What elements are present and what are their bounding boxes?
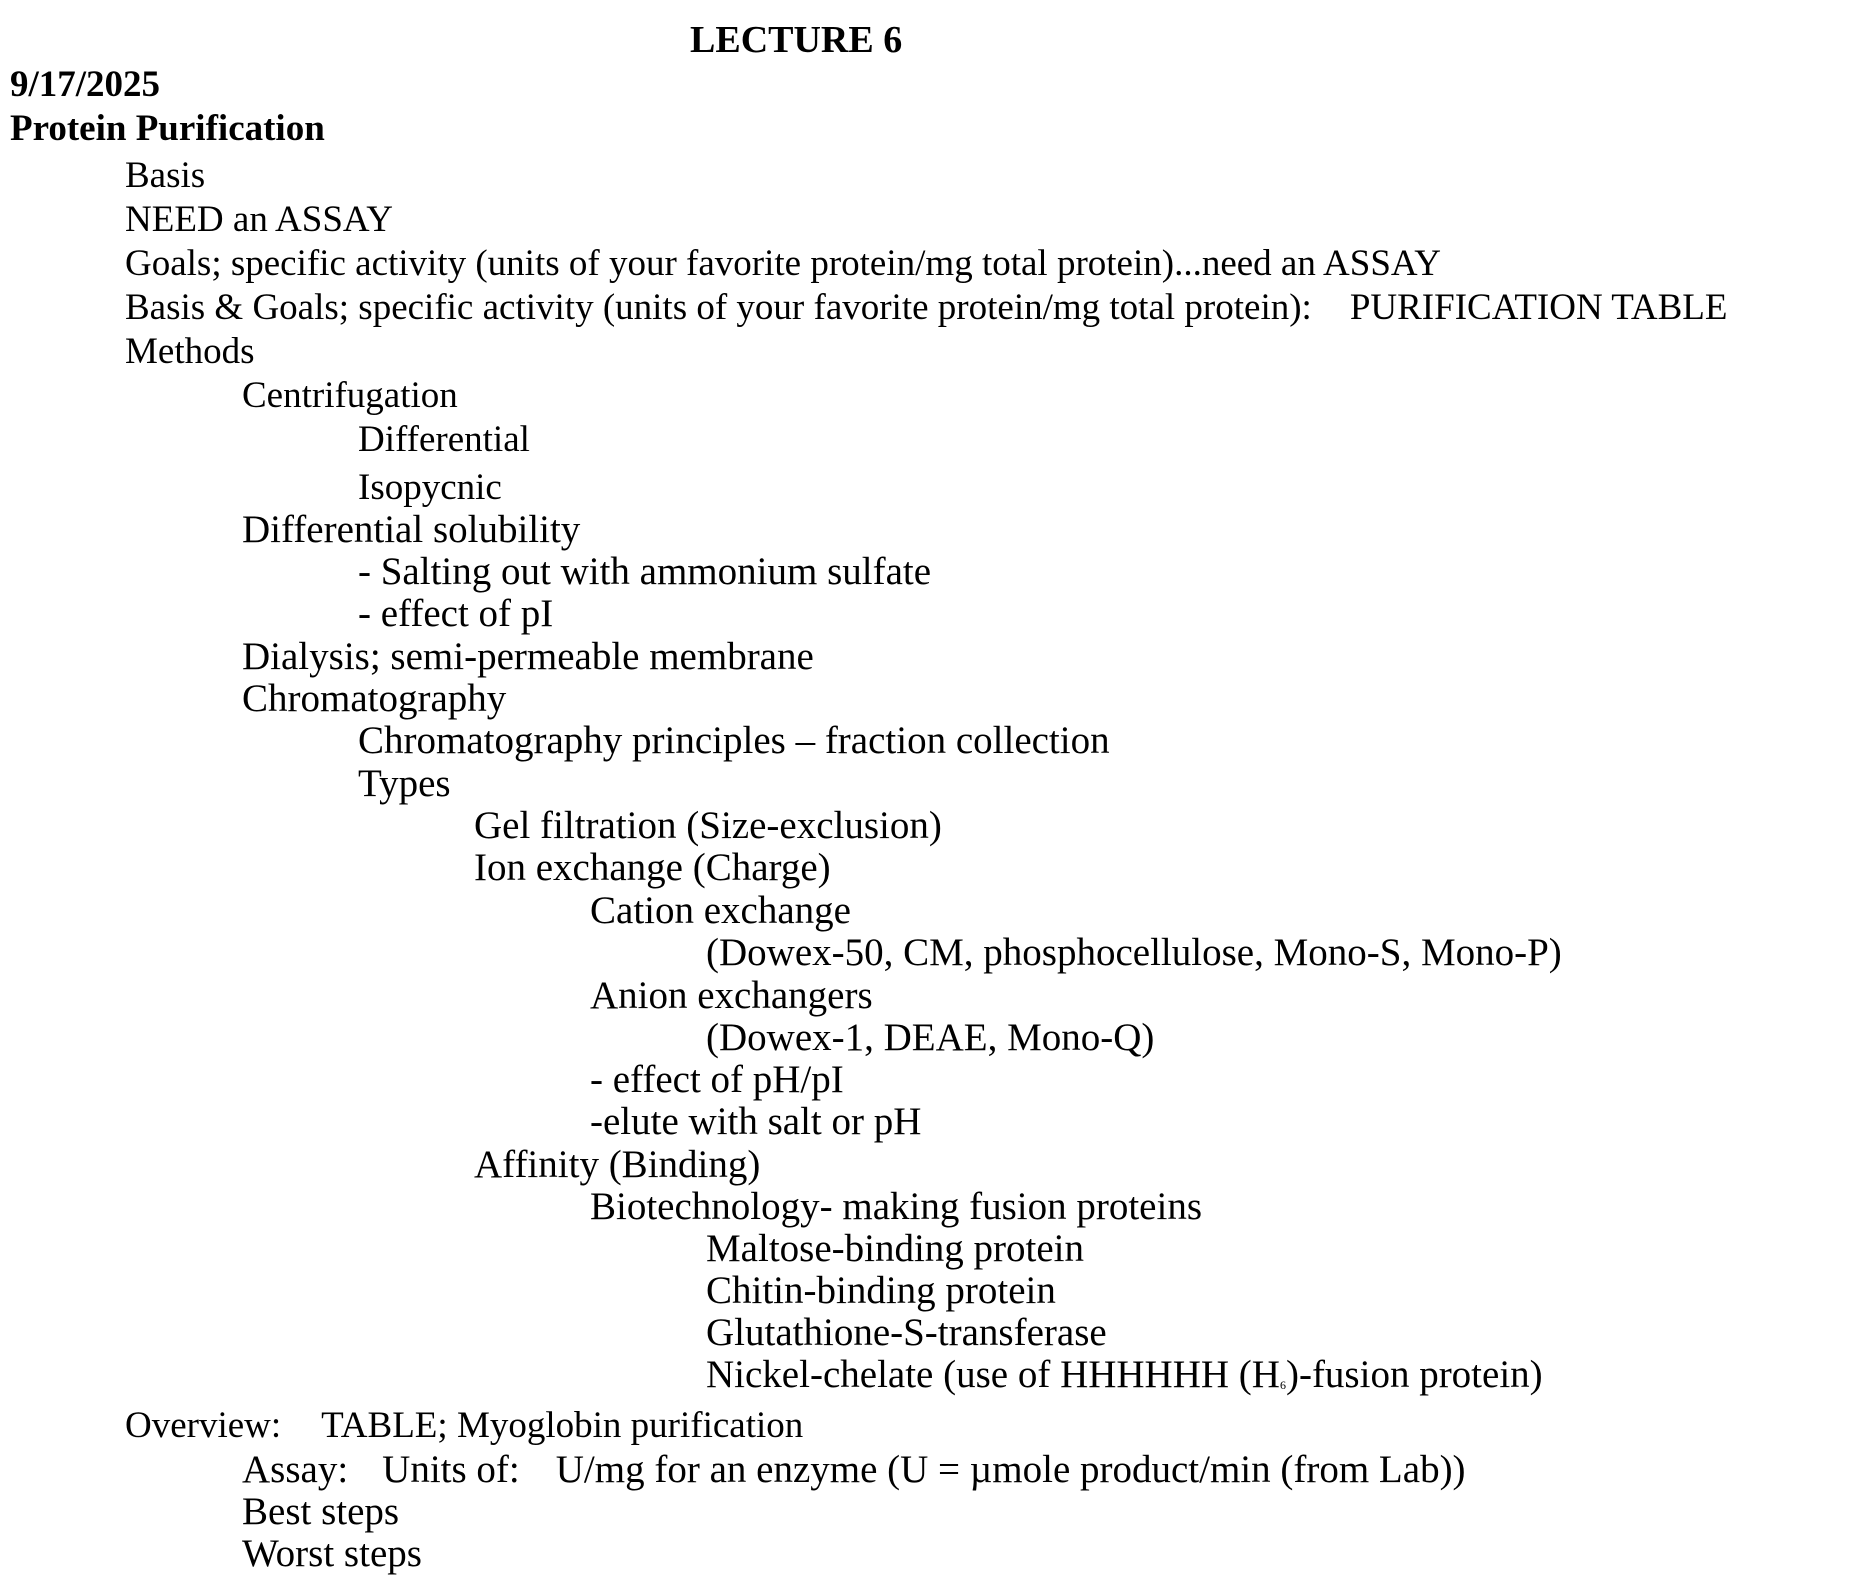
outline-gel-filtration: Gel filtration (Size-exclusion) [474, 804, 942, 847]
outline-elute: -elute with salt or pH [590, 1100, 922, 1143]
outline-anion-exchangers: Anion exchangers [590, 974, 873, 1017]
overview-text: TABLE; Myoglobin purification [321, 1405, 804, 1446]
outline-anion-examples: (Dowex-1, DEAE, Mono-Q) [706, 1016, 1155, 1059]
outline-biotech: Biotechnology- making fusion proteins [590, 1185, 1203, 1228]
nickel-text-start: Nickel-chelate (use of HHHHHH (H [706, 1353, 1280, 1396]
outline-ion-exchange: Ion exchange (Charge) [474, 846, 831, 889]
outline-assay [242, 1450, 1466, 1489]
outline-centrifugation: Centrifugation [242, 375, 458, 416]
outline-chromatography: Chromatography [242, 677, 507, 720]
nickel-subscript: 6 [1279, 1378, 1286, 1392]
outline-effect-pi: - effect of pI [358, 592, 554, 635]
lecture-title: LECTURE 6 [690, 19, 903, 61]
outline-cation-exchange: Cation exchange [590, 889, 851, 932]
outline-best-steps: Best steps [242, 1490, 400, 1533]
outline-need-assay: NEED an ASSAY [125, 199, 393, 240]
outline-chrom-principles: Chromatography principles – fraction collection [358, 719, 1110, 762]
outline-maltose: Maltose-binding protein [706, 1227, 1085, 1270]
purification-table-label: PURIFICATION TABLE [1349, 287, 1728, 328]
outline-affinity: Affinity (Binding) [474, 1143, 761, 1186]
outline-glutathione: Glutathione-S-transferase [706, 1311, 1107, 1354]
nickel-text-end: )-fusion protein) [1285, 1353, 1543, 1396]
outline-differential: Differential [358, 419, 530, 460]
outline-differential-solubility: Differential solubility [242, 508, 581, 551]
units-text: U/mg for an enzyme (U = µmole product/min (from Lab)) [555, 1448, 1466, 1491]
units-label: Units of: [382, 1448, 520, 1491]
outline-basis: Basis [125, 155, 206, 196]
lecture-date: 9/17/2025 [10, 64, 161, 105]
outline-dialysis: Dialysis; semi-permeable membrane [242, 635, 814, 678]
page-heading: Protein Purification [10, 108, 325, 149]
outline-types: Types [358, 762, 451, 805]
outline-overview [125, 1407, 803, 1444]
outline-salting-out: - Salting out with ammonium sulfate [358, 550, 932, 593]
outline-goals: Goals; specific activity (units of your favorite protein/mg total protein)...need an ASSAY [125, 243, 1441, 284]
outline-basis-goals [125, 289, 1728, 326]
outline-methods: Methods [125, 331, 255, 372]
outline-chitin: Chitin-binding protein [706, 1269, 1056, 1312]
basis-goals-text: Basis & Goals; specific activity (units of your favorite protein/mg total protein): [125, 287, 1312, 328]
outline-worst-steps: Worst steps [242, 1532, 422, 1575]
assay-label: Assay: [242, 1448, 349, 1491]
outline-isopycnic: Isopycnic [358, 467, 502, 508]
overview-label: Overview: [125, 1405, 282, 1446]
outline-effect-ph-pi: - effect of pH/pI [590, 1058, 844, 1101]
outline-cation-examples: (Dowex-50, CM, phosphocellulose, Mono-S, Mono-P) [706, 931, 1562, 974]
outline-nickel-chelate [706, 1355, 1543, 1394]
